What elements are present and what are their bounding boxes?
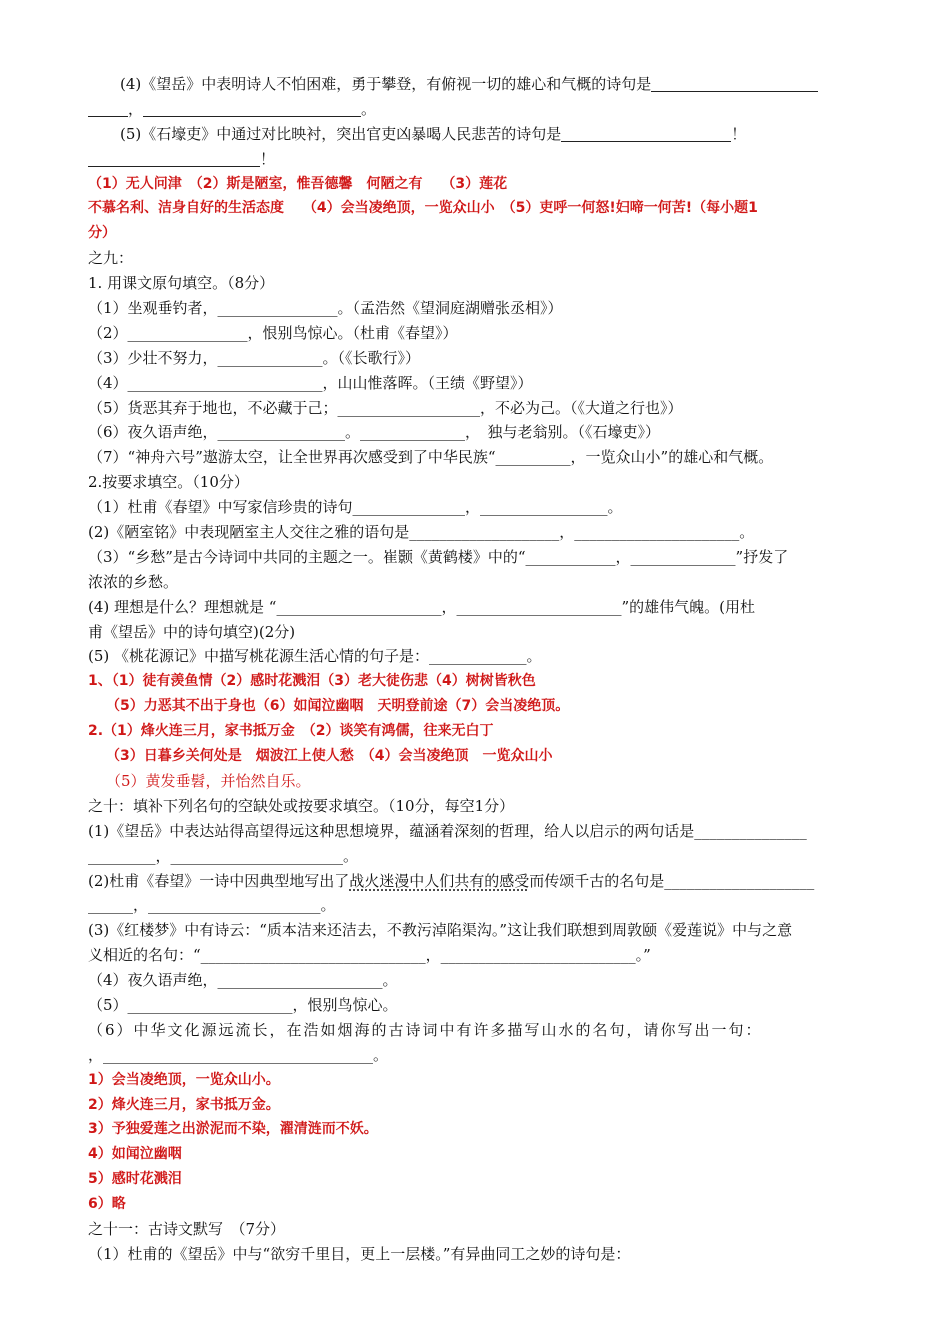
question-line — [88, 321, 858, 346]
line-text: 1）会当凌绝顶，一览众山小。 — [88, 1071, 280, 1088]
question-line — [88, 72, 858, 97]
line-text: (5)《石壕吏》中通过对比映衬，突出官吏凶暴喝人民悲苦的诗句是 — [120, 124, 562, 143]
question-line — [88, 1217, 858, 1242]
answer-line — [88, 221, 858, 246]
answer-line — [88, 744, 858, 769]
fill-blank[interactable] — [561, 125, 731, 142]
question-line — [88, 371, 858, 396]
line-text: （1）无人问津 （2）斯是陋室，惟吾德馨 何陋之有 （3）莲花 — [88, 175, 508, 192]
question-line — [88, 470, 858, 495]
question-line — [88, 520, 858, 545]
answer-line — [88, 1192, 858, 1217]
line-text: （5）货恶其弃于地也，不必藏于己；___________________，不必为己。（《大道之行也》） — [88, 398, 683, 417]
question-line — [88, 246, 858, 271]
line-text: （6）夜久语声绝，_________________。______________， 独与老翁别。（《石壕吏》） — [88, 423, 661, 442]
line-text: 分） — [88, 225, 116, 242]
line-text: 甫《望岳》中的诗句填空)(2分) — [88, 622, 296, 641]
worksheet-page — [88, 72, 858, 1267]
line-text: （1）杜甫《春望》中写家信珍贵的诗句_______________，_________________。 — [88, 498, 623, 517]
line-text: （5）______________________，恨别鸟惊心。 — [88, 995, 398, 1014]
line-tail: ！ — [731, 124, 747, 143]
answer-line — [88, 1093, 858, 1118]
question-line — [88, 918, 858, 943]
question-line — [88, 893, 858, 918]
question-line — [88, 420, 858, 445]
question-line — [88, 445, 858, 470]
line-text: (5) 《桃花源记》中描写桃花源生活心情的句子是：_____________。 — [88, 647, 542, 666]
question-line — [88, 1043, 858, 1068]
answer-line — [88, 769, 858, 794]
question-line — [88, 1018, 858, 1043]
question-line — [88, 819, 858, 844]
line-text: 之九： — [88, 249, 134, 268]
question-line — [88, 844, 858, 869]
question-line — [88, 993, 858, 1018]
line-text: ， — [128, 99, 144, 118]
answer-line — [88, 172, 858, 197]
question-line — [88, 396, 858, 421]
line-text: ！ — [260, 149, 276, 168]
answer-line — [88, 1167, 858, 1192]
line-text: ，____________________________________。 — [88, 1045, 389, 1064]
answer-line — [88, 196, 858, 221]
fill-blank[interactable] — [88, 150, 260, 167]
line-text: (4) 理想是什么？理想就是 “______________________，______________________”的雄伟气魄。(用杜 — [88, 597, 755, 616]
line-text: （7）“神舟六号”遨游太空，让全世界再次感受到了中华民族“__________，一览众山小”的雄心和气概。 — [88, 448, 774, 467]
line-text: （4）夜久语声绝，______________________。 — [88, 971, 398, 990]
question-line — [88, 595, 858, 620]
line-text: （4）__________________________，山山惟落晖。（王绩《野望》） — [88, 373, 533, 392]
question-line — [88, 644, 858, 669]
line-text: （6）中华文化源远流长，在浩如烟海的古诗词中有许多描写山水的名句，请你写出一句： — [88, 1020, 763, 1039]
question-line — [88, 968, 858, 993]
question-line — [88, 271, 858, 296]
question-line — [88, 122, 858, 147]
fill-blank[interactable] — [143, 100, 361, 117]
fill-blank[interactable] — [651, 75, 818, 92]
line-text: 1. 用课文原句填空。（8分） — [88, 274, 275, 293]
line-text: （3）“乡愁”是古今诗词中共同的主题之一。崔颢《黄鹤楼》中的“____________，______________”抒发了 — [88, 547, 789, 566]
line-text: 之十一：古诗文默写 （7分） — [88, 1219, 286, 1238]
question-line — [88, 296, 858, 321]
question-line — [88, 147, 858, 172]
fill-blank[interactable] — [88, 100, 128, 117]
answer-line — [88, 719, 858, 744]
line-text: （1）杜甫的《望岳》中与“欲穷千里目，更上一层楼。”有异曲同工之妙的诗句是： — [88, 1244, 631, 1263]
line-text: (4)《望岳》中表明诗人不怕困难，勇于攀登，有俯视一切的雄心和气概的诗句是 — [120, 75, 652, 93]
line-text: 之十：填补下列名句的空缺处或按要求填空。（10分，每空1分） — [88, 796, 515, 815]
line-text: 2）烽火连三月，家书抵万金。 — [88, 1096, 280, 1113]
answer-line — [88, 669, 858, 694]
line-text: 3）予独爱莲之出淤泥而不染，濯清涟而不妖。 — [88, 1121, 378, 1138]
line-text: 2.（1）烽火连三月，家书抵万金 （2）谈笑有鸿儒，往来无白丁 — [88, 723, 494, 740]
line-text: （5）黄发垂髫，并怡然自乐。 — [106, 771, 311, 790]
question-line — [88, 869, 858, 894]
line-text: _________，_______________________。 — [88, 846, 359, 865]
line-text: （3）日暮乡关何处是 烟波江上使人愁 （4）会当凌绝顶 一览众山小 — [106, 748, 553, 765]
line-text: (2)《陋室铭》中表现陋室主人交往之雅的语句是____________________，______________________。 — [88, 523, 755, 542]
line-text: 5）感时花溅泪 — [88, 1171, 182, 1188]
question-line — [88, 943, 858, 968]
line-text: （5）力恶其不出于身也（6）如闻泣幽咽 天明登前途（7）会当凌绝顶。 — [106, 698, 570, 715]
line-text: (3)《红楼梦》中有诗云：“质本洁来还洁去，不教污淖陷渠沟。”这让我们联想到周敦颐《爱莲说》中与之意 — [88, 921, 793, 940]
answer-line — [88, 694, 858, 719]
line-text: 义相近的名句：“______________________________，__________________________。” — [88, 946, 651, 965]
line-text: 4）如闻泣幽咽 — [88, 1146, 182, 1163]
line-text: 1、（1）徒有羡鱼情（2）感时花溅泪（3）老大徒伤悲（4）树树皆秋色 — [88, 673, 536, 690]
answer-line — [88, 1142, 858, 1167]
question-line — [88, 794, 858, 819]
line-text: 6）略 — [88, 1196, 126, 1213]
line-text: ______，_______________________。 — [88, 896, 336, 915]
line-text: （1）坐观垂钓者，________________。（孟浩然《望洞庭湖赠张丞相》） — [88, 299, 563, 318]
question-line — [88, 495, 858, 520]
line-text: （2）________________，恨别鸟惊心。（杜甫《春望》） — [88, 323, 458, 342]
question-line — [88, 620, 858, 645]
question-line — [88, 97, 858, 122]
line-text: (1)《望岳》中表达站得高望得远这种思想境界，蕴涵着深刻的哲理，给人以启示的两句话是_______________ — [88, 821, 807, 840]
line-text: (2)杜甫《春望》一诗中因典型地写出了战火迷漫中人们共有的感受而传颂千古的名句是____________________ — [88, 871, 815, 890]
line-text: （3）少壮不努力，______________。（《长歌行》） — [88, 348, 421, 367]
line-text: 不慕名利、洁身自好的生活态度 （4）会当凌绝顶，一览众山小 （5）吏呼一何怒!妇啼一何苦!（每小题1 — [88, 200, 758, 217]
question-line — [88, 1242, 858, 1267]
question-line — [88, 570, 858, 595]
question-line — [88, 346, 858, 371]
line-text: 2.按要求填空。（10分） — [88, 473, 249, 492]
line-tail: 。 — [361, 99, 377, 118]
answer-line — [88, 1117, 858, 1142]
line-text: 浓浓的乡愁。 — [88, 572, 179, 591]
emphasis-dots: 战火迷漫中人们共有的感受 — [349, 871, 530, 890]
answer-line — [88, 1068, 858, 1093]
question-line — [88, 545, 858, 570]
